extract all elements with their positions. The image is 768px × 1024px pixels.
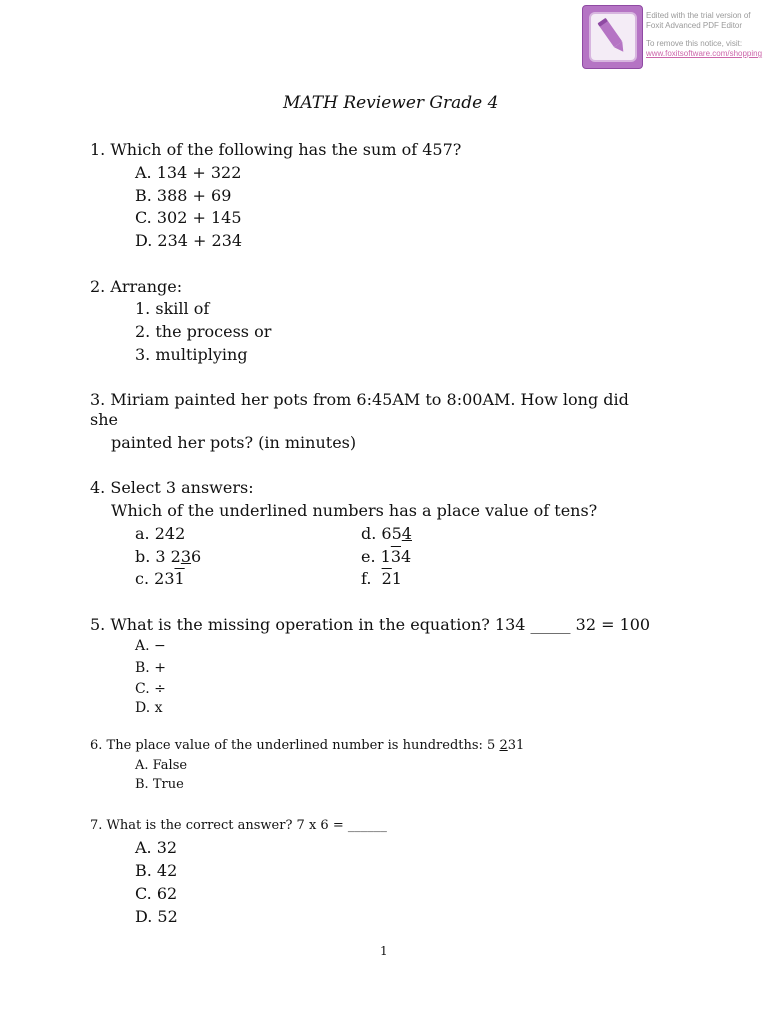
watermark-link[interactable]: www.foxitsoftware.com/shopping (646, 49, 763, 58)
q7-option-c: C. 62 (135, 884, 178, 903)
q1-option-b: B. 388 + 69 (135, 186, 232, 205)
q4-option-c-pre: c. 23 (135, 569, 175, 588)
q5-option-d: D. x (135, 700, 163, 716)
q4-option-c (135, 569, 185, 588)
q4-option-e (361, 547, 411, 566)
watermark-line2: Foxit Advanced PDF Editor (646, 21, 743, 30)
q5-option-b: B. + (135, 660, 166, 676)
q4-option-e-pre: e. 1 (361, 547, 391, 566)
q4-option-d (361, 524, 412, 543)
page-title: MATH Reviewer Grade 4 (283, 93, 499, 113)
watermark-line1: Edited with the trial version of (646, 11, 751, 20)
q2-item-3: 3. multiplying (135, 345, 248, 364)
q6-option-a: A. False (135, 758, 188, 773)
pencil-icon (589, 12, 637, 62)
q4-option-f-pre: f. (361, 569, 382, 588)
q4-option-a-text: a. 242 (135, 524, 186, 543)
watermark-link-wrap (646, 49, 762, 59)
q4-option-b-post: 6 (191, 547, 202, 566)
q2-item-1: 1. skill of (135, 299, 210, 318)
q6-text-mark: 2 (499, 738, 508, 753)
question-3-line3: painted her pots? (in minutes) (111, 433, 357, 452)
q7-option-d: D. 52 (135, 907, 178, 926)
question-4-line1: 4. Select 3 answers: (90, 478, 254, 497)
q4-option-f-mark: 2 (381, 569, 392, 588)
question-4-line2: Which of the underlined numbers has a place value of tens? (111, 501, 598, 520)
q6-text-post: 31 (507, 738, 525, 753)
question-3-line1: 3. Miriam painted her pots from 6:45AM to 8:00AM. How long did (90, 390, 629, 409)
q4-option-e-mark: 3 (390, 547, 402, 566)
q4-option-c-mark: 1 (174, 569, 185, 588)
q1-option-a: A. 134 + 322 (135, 163, 242, 182)
watermark-line3: To remove this notice, visit: (646, 39, 743, 48)
question-3-line2: she (90, 410, 118, 429)
question-5: 5. What is the missing operation in the equation? 134 _____ 32 = 100 (90, 615, 651, 634)
q4-option-b-mark: 3 (180, 547, 192, 566)
page-number: 1 (380, 944, 388, 958)
q7-option-b: B. 42 (135, 861, 178, 880)
q7-option-a: A. 32 (135, 838, 178, 857)
question-1: 1. Which of the following has the sum of 457? (90, 140, 462, 159)
question-2: 2. Arrange: (90, 277, 183, 296)
q4-option-e-post: 4 (401, 547, 412, 566)
q2-item-2: 2. the process or (135, 322, 272, 341)
question-6 (90, 738, 524, 753)
q4-option-a (135, 524, 185, 543)
q5-option-c: C. ÷ (135, 681, 166, 697)
foxit-logo (582, 5, 643, 69)
q6-option-b: B. True (135, 777, 184, 792)
q4-option-b-pre: b. 3 2 (135, 547, 181, 566)
question-7: 7. What is the correct answer? 7 x 6 = ______ (90, 818, 387, 833)
q4-option-f-post: 1 (391, 569, 402, 588)
q5-option-a: A. − (135, 638, 166, 654)
q1-option-c: C. 302 + 145 (135, 208, 242, 227)
q4-option-d-pre: d. 65 (361, 524, 402, 543)
q1-option-d: D. 234 + 234 (135, 231, 243, 250)
q4-option-f (361, 569, 402, 588)
q4-option-b (135, 547, 201, 566)
q6-text-pre: 6. The place value of the underlined number is hundredths: 5 (90, 738, 500, 753)
q4-option-d-mark: 4 (401, 524, 412, 543)
